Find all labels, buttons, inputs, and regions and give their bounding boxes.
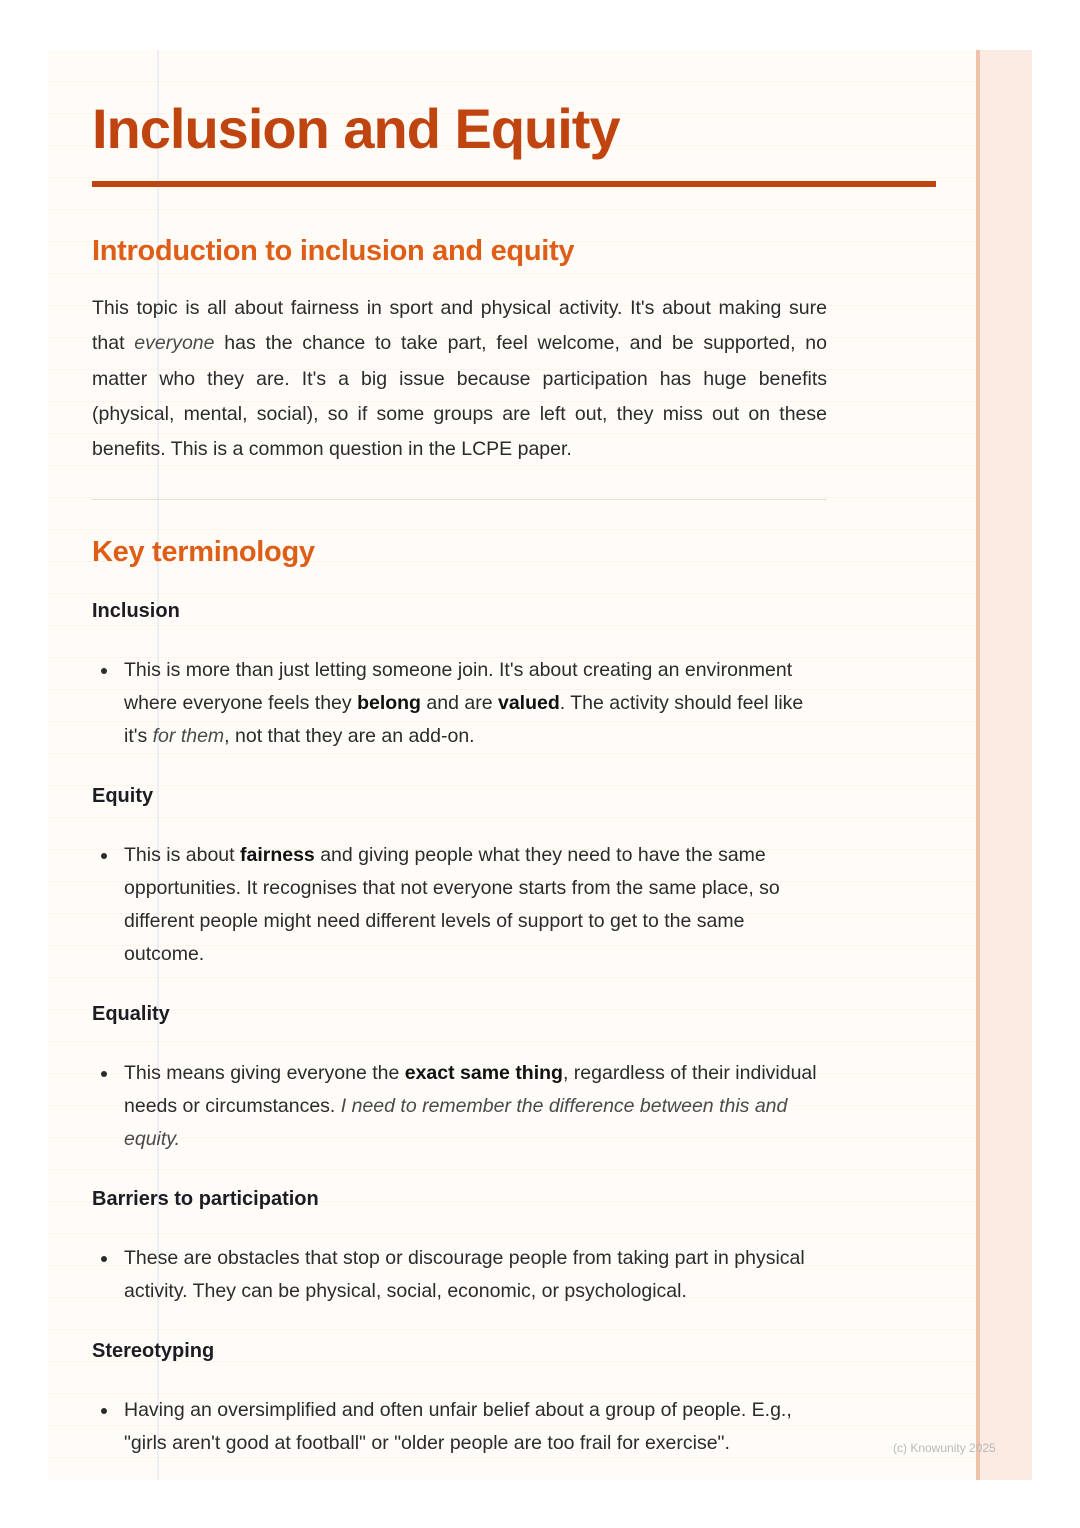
term-list (92, 1057, 936, 1156)
side-margin-strip (976, 50, 1032, 1480)
term-barriers (92, 1186, 936, 1308)
list-item: This is about fairness and giving people what they need to have the same opportunities. It recognises that not everyone starts from the same place, so different people might need different levels of support to get to the same outcome. (92, 839, 824, 971)
key-terminology-heading: Key terminology (92, 536, 315, 569)
list-item: This means giving everyone the exact same thing, regardless of their individual needs or circumstances. I need to remember the difference between this and equity. (92, 1057, 824, 1156)
term-list (92, 1394, 936, 1460)
term-heading: Inclusion (92, 600, 180, 623)
term-heading: Stereotyping (92, 1340, 215, 1363)
term-heading: Equity (92, 785, 154, 808)
term-stereotyping (92, 1338, 936, 1460)
term-heading: Equality (92, 1003, 170, 1026)
term-list (92, 654, 936, 753)
term-heading: Barriers to participation (92, 1188, 319, 1211)
document-content (92, 95, 936, 1460)
title-underline (92, 181, 936, 187)
copyright-footer: (c) Knowunity 2025 (893, 1441, 996, 1455)
term-equity (92, 783, 936, 971)
term-inclusion (92, 598, 936, 753)
intro-paragraph: This topic is all about fairness in sport and physical activity. It's about making sure that everyone has the chance to take part, feel welcome, and be supported, no matter who they are. It's a big issue because participation has huge benefits (physical, mental, social), so if some groups are left out, they miss out on these benefits. This is a common question in the LCPE paper. (92, 297, 827, 461)
list-item: These are obstacles that stop or discourage people from taking part in physical activity. They can be physical, social, economic, or psychological. (92, 1242, 824, 1308)
intro-heading: Introduction to inclusion and equity (92, 235, 575, 267)
section-divider (92, 499, 827, 500)
list-item: Having an oversimplified and often unfair belief about a group of people. E.g., "girls aren't good at football" or "older people are too frail for exercise". (92, 1394, 824, 1460)
page-title: Inclusion and Equity (92, 97, 620, 160)
term-list (92, 839, 936, 971)
term-list (92, 1242, 936, 1308)
term-equality (92, 1001, 936, 1156)
list-item: This is more than just letting someone join. It's about creating an environment where everyone feels they belong and are valued. The activity should feel like it's for them, not that they are an add-on. (92, 654, 824, 753)
